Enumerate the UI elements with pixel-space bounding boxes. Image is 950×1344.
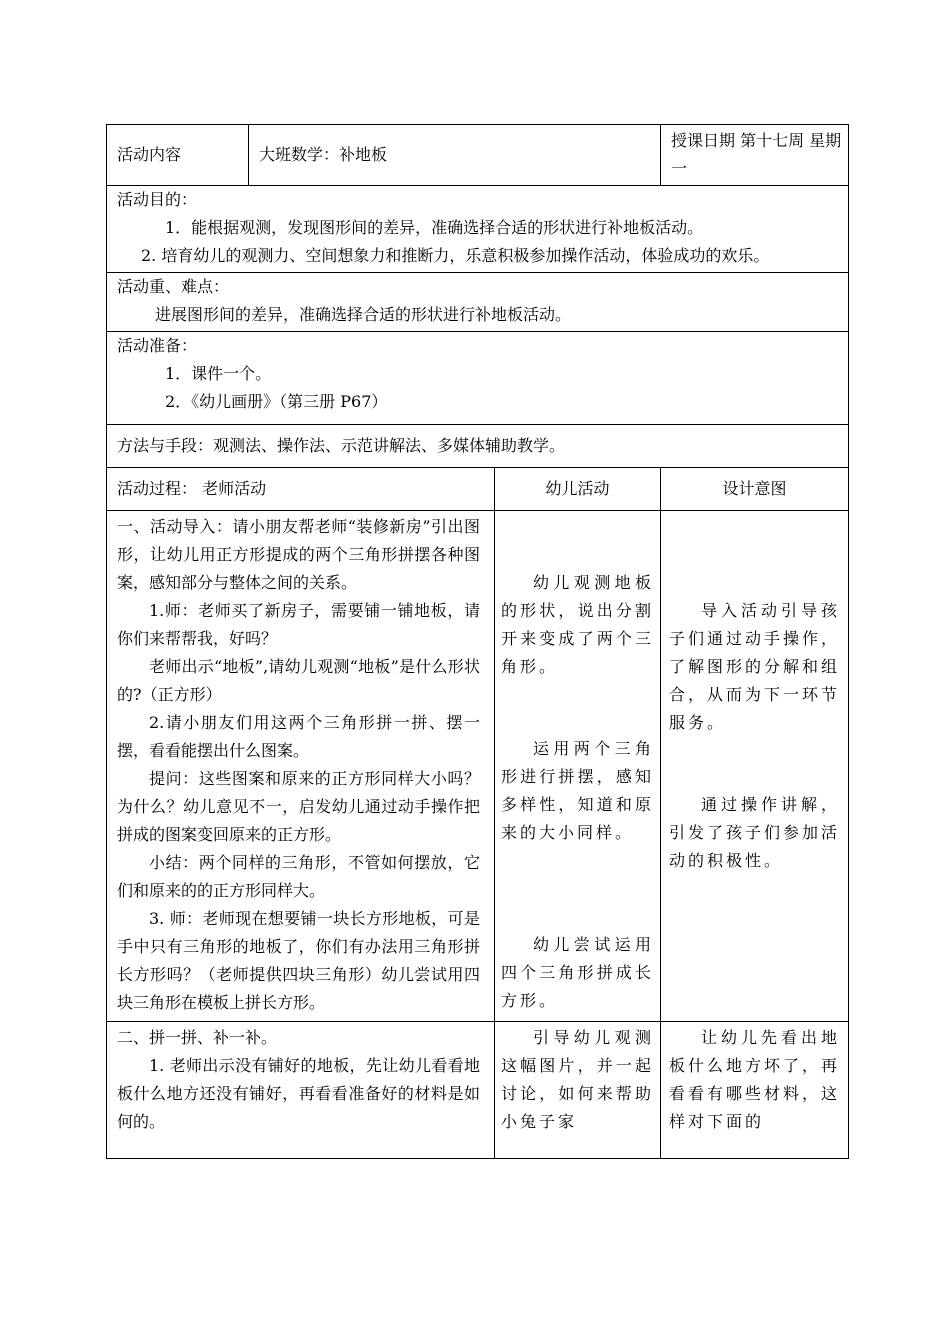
s1-teacher-summary: 小结：两个同样的三角形，不管如何摆放，它们和原来的的正方形同样大。 — [117, 853, 480, 900]
keypoints-text: 进展图形间的差异，准确选择合适的形状进行补地板活动。 — [155, 305, 572, 324]
s1-design-operate: 通过操作讲解，引发了孩子们参加活动的积极性。 — [669, 795, 841, 870]
s1-design-intro: 导入活动引导孩子们通过动手操作，了解图形的分解和组合，从而为下一环节服务。 — [669, 601, 841, 732]
s1-child-rectangle: 幼儿尝试运用四个三角形拼成长方形。 — [501, 935, 654, 1010]
header-row — [107, 125, 849, 186]
content-value: 大班数学：补地板 — [249, 125, 661, 186]
s1-teacher-show: 老师出示“地板”,请幼儿观测“地板”是什么形状的?（正方形） — [117, 657, 480, 704]
methods-row — [107, 425, 849, 468]
goal-item-1: 1．能根据观测，发现图形间的差异，准确选择合适的形状进行补地板活动。 — [165, 218, 704, 237]
lesson-plan-table — [106, 124, 848, 1159]
preparation-row — [107, 332, 849, 425]
preparation-title: 活动准备： — [117, 336, 198, 355]
s1-teacher-step3: 3. 师：老师现在想要铺一块长方形地板，可是手中只有三角形的地板了，你们有办法用三角形拼长方形吗？（老师提供四块三角形）幼儿尝试用四块三角形在模板上拼长方形。 — [117, 909, 480, 1012]
goal-item-2: 2. 培育幼儿的观测力、空间想象力和推断力，乐意积极参加操作活动，体验成功的欢乐。 — [141, 246, 770, 265]
methods-text: 方法与手段：观测法、操作法、示范讲解法、多媒体辅助教学。 — [107, 425, 849, 468]
process-header-row — [107, 468, 849, 511]
preparation-item-2: 2．《幼儿画册》（第三册 P67） — [165, 392, 388, 411]
process-teacher-header: 活动过程： 老师活动 — [107, 468, 495, 511]
goals-title: 活动目的： — [117, 190, 198, 209]
process-child-header: 幼儿活动 — [495, 468, 661, 511]
s1-teacher-step2: 2.请小朋友们用这两个三角形拼一拼、摆一摆，看看能摆出什么图案。 — [117, 713, 480, 760]
s1-teacher-step1: 1.师：老师买了新房子，需要铺一铺地板，请你们来帮帮我，好吗？ — [117, 601, 480, 648]
s2-teacher-title: 二、拼一拼、补一补。 — [117, 1028, 278, 1047]
goals-row — [107, 186, 849, 273]
s1-teacher-question: 提问：这些图案和原来的正方形同样大小吗？为什么？幼儿意见不一，启发幼儿通过动手操作把拼成的图案变回原来的正方形。 — [117, 769, 480, 844]
keypoints-title: 活动重、难点： — [117, 277, 230, 296]
s2-child-text: 引导幼儿观测这幅图片，并一起讨论，如何来帮助小兔子家 — [501, 1028, 654, 1131]
s1-child-arrange: 运用两个三角形进行拼摆，感知多样性，知道和原来的大小同样。 — [501, 739, 654, 842]
keypoints-row — [107, 273, 849, 332]
s2-design-text: 让幼儿先看出地板什么地方坏了，再看看有哪些材料，这样对下面的 — [669, 1028, 841, 1131]
s1-child-observe: 幼儿观测地板的形状，说出分割开来变成了两个三角形。 — [501, 573, 654, 676]
section1-row — [107, 511, 849, 1022]
date-label: 授课日期 第十七周 星期一 — [661, 125, 849, 186]
s1-teacher-intro: 一、活动导入：请小朋友帮老师“装修新房”引出图形，让幼儿用正方形提成的两个三角形拼摆各种图案，感知部分与整体之间的关系。 — [117, 517, 480, 592]
process-design-header: 设计意图 — [661, 468, 849, 511]
section2-row — [107, 1022, 849, 1159]
preparation-item-1: 1．课件一个。 — [165, 364, 272, 383]
content-label: 活动内容 — [107, 125, 249, 186]
s2-teacher-step1: 1. 老师出示没有铺好的地板，先让幼儿看看地板什么地方还没有铺好，再看看准备好的材料是如何的。 — [117, 1056, 480, 1131]
